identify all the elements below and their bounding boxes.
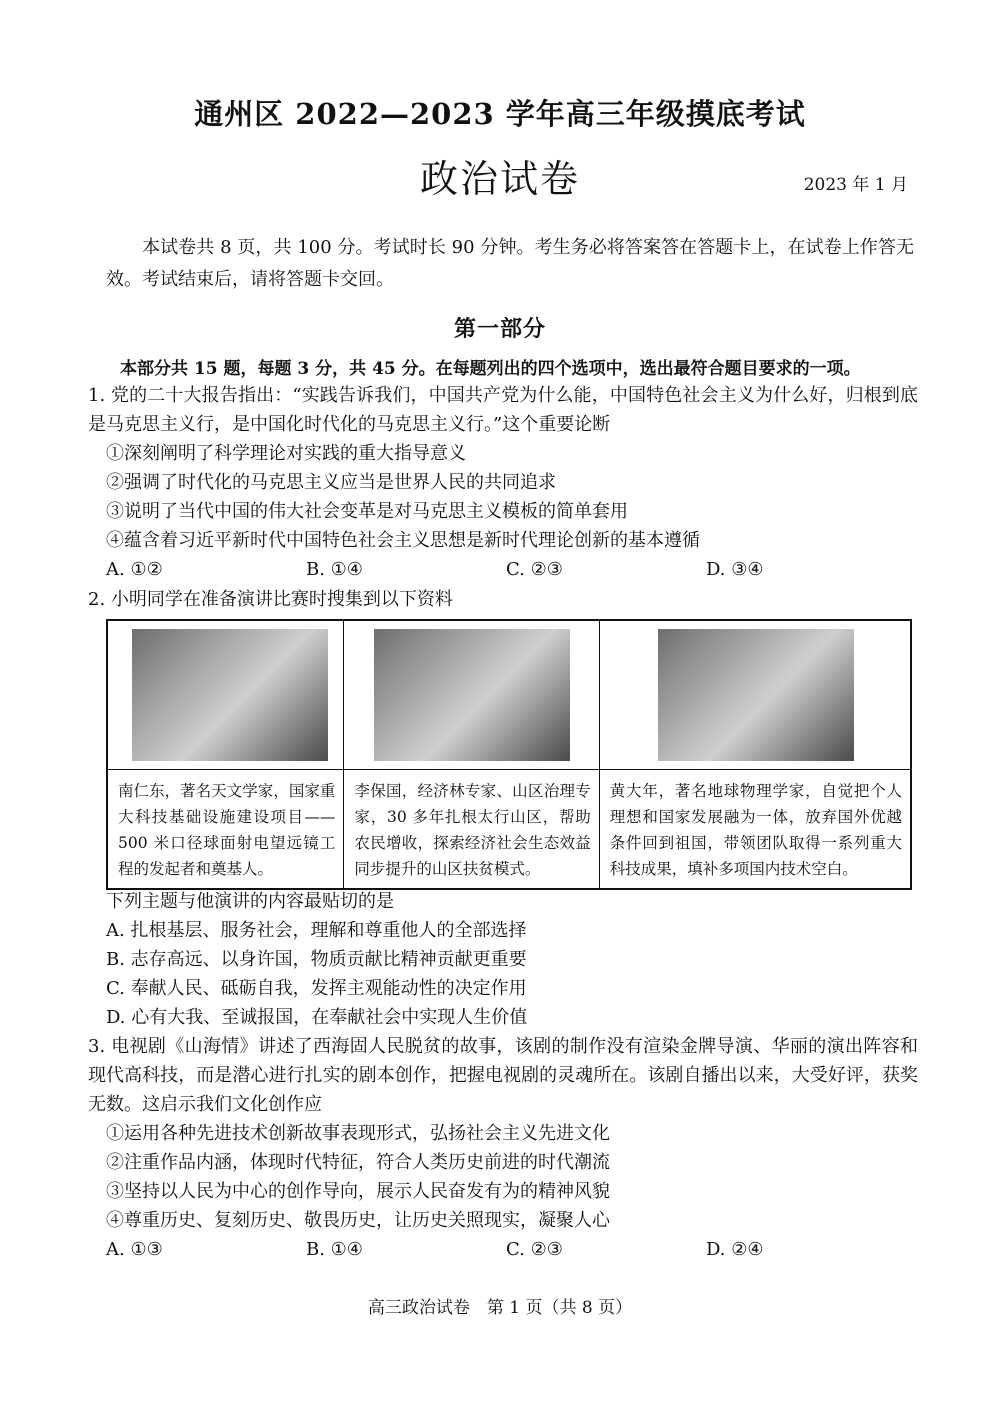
question-3-option-d: D. ②④ [706,1239,764,1260]
li-baoguo-photo [374,629,570,761]
exam-intro: 本试卷共 8 页，共 100 分。考试时长 90 分钟。考生务必将答案答在答题卡上，在试卷上作答无效。考试结束后，请将答题卡交回。 [106,237,914,290]
section-instructions: 本部分共 15 题，每题 3 分，共 45 分。在每题列出的四个选项中，选出最符合题目要求的一项。 [120,359,861,379]
exam-date: 2023 年 1 月 [803,175,908,195]
question-2-option-a: A. 扎根基层、服务社会，理解和尊重他人的全部选择 [106,920,527,941]
question-3 [88,1032,918,1264]
question-1-option-a: A. ①② [106,559,163,580]
question-1 [88,381,918,584]
material-huang-danian: 黄大年，著名地球物理学家，自觉把个人理想和国家发展融为一体，放弃国外优越条件回到祖国，带领团队取得一系列重大科技成果，填补多项国内技术空白。 [609,782,902,878]
question-1-statement: ①深刻阐明了科学理论对实践的重大指导意义 [106,443,466,464]
question-2-material-table [106,619,912,890]
question-2-option-b: B. 志存高远、以身许国，物质贡献比精神贡献更重要 [106,949,527,970]
material-text-cell [344,770,599,890]
question-2-option-c: C. 奉献人民、砥砺自我，发挥主观能动性的决定作用 [106,978,527,999]
question-3-stem: 3. 电视剧《山海情》讲述了西海固人民脱贫的故事，该剧的制作没有渲染金牌导演、华丽的演出阵容和现代高科技，而是潜心进行扎实的剧本创作，把握电视剧的灵魂所在。该剧自播出以来，大受好评，获奖无数。这启示我们文化创作应 [88,1036,918,1115]
question-2-stem: 2. 小明同学在准备演讲比赛时搜集到以下资料 [88,589,453,610]
question-2 [88,585,918,614]
question-1-statement: ③说明了当代中国的伟大社会变革是对马克思主义模板的简单套用 [106,501,628,522]
question-3-statement: ④尊重历史、复刻历史、敬畏历史，让历史关照现实，凝聚人心 [106,1210,610,1231]
question-1-options [88,555,918,584]
exam-subtitle: 政治试卷 [419,157,580,201]
question-1-option-d: D. ③④ [706,559,764,580]
question-3-option-b: B. ①④ [306,1239,363,1260]
question-3-option-c: C. ②③ [506,1239,563,1260]
question-1-stem: 1. 党的二十大报告指出：“实践告诉我们，中国共产党为什么能，中国特色社会主义为什么好，归根到底是马克思主义行，是中国化时代化的马克思主义行。”这个重要论断 [88,385,918,435]
question-2-options-block [88,887,918,1032]
question-1-statement: ②强调了时代化的马克思主义应当是世界人民的共同追求 [106,472,556,493]
question-1-option-b: B. ①④ [306,559,363,580]
question-3-option-a: A. ①③ [106,1239,163,1260]
question-1-option-c: C. ②③ [506,559,563,580]
question-3-statement: ③坚持以人民为中心的创作导向，展示人民奋发有为的精神风貌 [106,1181,610,1202]
question-3-statement: ①运用各种先进技术创新故事表现形式，弘扬社会主义先进文化 [106,1123,610,1144]
material-photo-cell [107,620,344,770]
question-3-statement: ②注重作品内涵，体现时代特征，符合人类历史前进的时代潮流 [106,1152,610,1173]
material-li-baoguo: 李保国，经济林专家、山区治理专家，30 多年扎根太行山区，帮助农民增收，探索经济社会生态效益同步提升的山区扶贫模式。 [354,782,591,878]
material-text-cell [107,770,344,890]
exam-title: 通州区 2022—2023 学年高三年级摸底考试 [194,97,806,131]
material-text-cell [599,770,911,890]
nan-rendong-photo [132,629,328,761]
question-1-statement: ④蕴含着习近平新时代中国特色社会主义思想是新时代理论创新的基本遵循 [106,530,700,551]
material-photo-cell [344,620,599,770]
material-photo-cell [599,620,911,770]
material-nan-rendong: 南仁东，著名天文学家，国家重大科技基础设施建设项目——500 米口径球面射电望远镜工程的发起者和奠基人。 [118,782,336,878]
section-title: 第一部分 [453,316,546,342]
question-3-options [88,1235,918,1264]
huang-danian-photo [658,629,854,761]
question-2-option-d: D. 心有大我、至诚报国，在奉献社会中实现人生价值 [106,1007,528,1028]
question-2-question: 下列主题与他演讲的内容最贴切的是 [106,891,394,912]
page-footer: 高三政治试卷 第 1 页（共 8 页） [367,1298,633,1318]
